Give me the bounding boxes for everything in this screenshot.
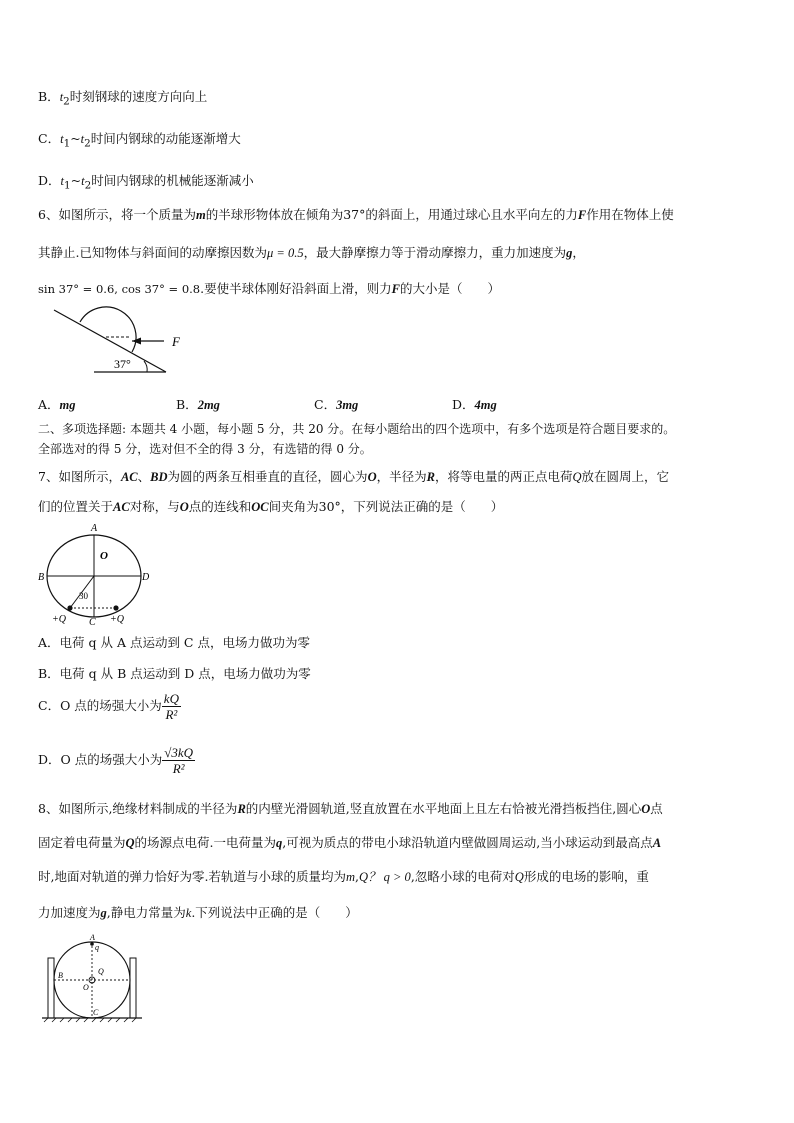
q8-line-1: 8、如图所示,绝缘材料制成的半径为R的内壁光滑圆轨道,竖直放置在水平地面上且左右恰被光滑挡板挡住,圆心O点 bbox=[38, 801, 663, 816]
q8-line-2: 固定着电荷量为Q的场源点电荷.一电荷量为q,可视为质点的带电小球沿轨道内壁做圆周运动,当小球运动到最高点A bbox=[38, 835, 662, 850]
q7-label-a: A bbox=[91, 523, 98, 534]
q8-label-b: B bbox=[58, 971, 63, 980]
q7-charge-right: +Q bbox=[110, 614, 124, 625]
q6-line-1: 6、如图所示，将一个质量为m的半球形物体放在倾角为37°的斜面上，用通过球心且水平向左的力F作用在物体上使 bbox=[38, 207, 674, 222]
q6-incline-figure bbox=[48, 302, 198, 380]
q6-line-2: 其静止.已知物体与斜面间的动摩擦因数为μ = 0.5，最大静摩擦力等于滑动摩擦力，重力加速度为g， bbox=[38, 245, 585, 260]
q7-option-a: A．电荷 q 从 A 点运动到 C 点，电场力做功为零 bbox=[38, 635, 310, 650]
q8-label-c: C bbox=[93, 1008, 99, 1017]
q8-line-4: 力加速度为g,静电力常量为k.下列说法中正确的是（ ） bbox=[38, 905, 358, 920]
q7-label-c: C bbox=[89, 617, 96, 626]
q6-option-a: A．mg bbox=[38, 397, 76, 412]
q6-option-c: C．3mg bbox=[314, 397, 359, 412]
q7-label-d: D bbox=[142, 572, 150, 583]
q8-line-3: 时,地面对轨道的弹力恰好为零.若轨道与小球的质量均为m,Q？ q > 0,忽略小球的电荷对Q形成的电场的影响，重 bbox=[38, 869, 649, 884]
q8-label-charge-q: Q bbox=[98, 967, 104, 976]
q8-label-o: O bbox=[83, 983, 89, 992]
q8-label-a: A bbox=[90, 933, 95, 942]
q5-option-b: B．$t_2$时刻钢球的速度方向向上 bbox=[38, 89, 208, 108]
q8-track-figure bbox=[38, 930, 148, 1026]
q7-charge-left: +Q bbox=[52, 614, 66, 625]
q7-option-d: D．O 点的场强大小为 $\frac{√3kQ}{\text{R²}}$ bbox=[38, 745, 194, 776]
q7-option-d-fraction: $\frac{√3kQ}{\text{R²}}$ bbox=[164, 745, 194, 776]
q5-option-d: D．$t_1\sim t_2$时间内钢球的机械能逐渐减小 bbox=[38, 173, 254, 192]
q6-option-b: B．2mg bbox=[176, 397, 220, 412]
q6-line-3: sin 37° = 0.6, cos 37° = 0.8.要使半球体刚好沿斜面上滑，则力F的大小是（ ） bbox=[38, 281, 500, 296]
section2-instructions-2: 全部选对的得 5 分，选对但不全的得 3 分，有选错的得 0 分。 bbox=[38, 442, 372, 456]
q7-option-c-fraction: $\frac{kQ}{\text{R²}}$ bbox=[163, 691, 179, 722]
q5-option-c: C．$t_1\sim t_2$时间内钢球的动能逐渐增大 bbox=[38, 131, 241, 150]
q6-force-label: F bbox=[172, 334, 180, 349]
q7-angle-label: 30 bbox=[79, 591, 88, 601]
q6-option-d: D．4mg bbox=[452, 397, 497, 412]
section2-instructions-1: 二、多项选择题: 本题共 4 小题，每小题 5 分，共 20 分。在每小题给出的四个选项中，有多个选项是符合题目要求的。 bbox=[38, 422, 676, 436]
q7-label-b: B bbox=[38, 572, 45, 583]
q8-label-q: q bbox=[95, 943, 99, 952]
q6-angle-label: 37° bbox=[114, 357, 131, 371]
q7-circle-figure bbox=[36, 522, 156, 626]
q7-line-1: 7、如图所示，AC、BD为圆的两条互相垂直的直径，圆心为O，半径为R，将等电量的两正点电荷Q放在圆周上，它 bbox=[38, 469, 670, 484]
q7-option-b: B．电荷 q 从 B 点运动到 D 点，电场力做功为零 bbox=[38, 666, 311, 681]
q7-line-2: 们的位置关于AC对称，与O点的连线和OC间夹角为30°，下列说法正确的是（ ） bbox=[38, 499, 504, 514]
q7-option-c: C．O 点的场强大小为 $\frac{kQ}{\text{R²}}$ bbox=[38, 691, 179, 722]
q7-label-o: O bbox=[100, 550, 108, 562]
